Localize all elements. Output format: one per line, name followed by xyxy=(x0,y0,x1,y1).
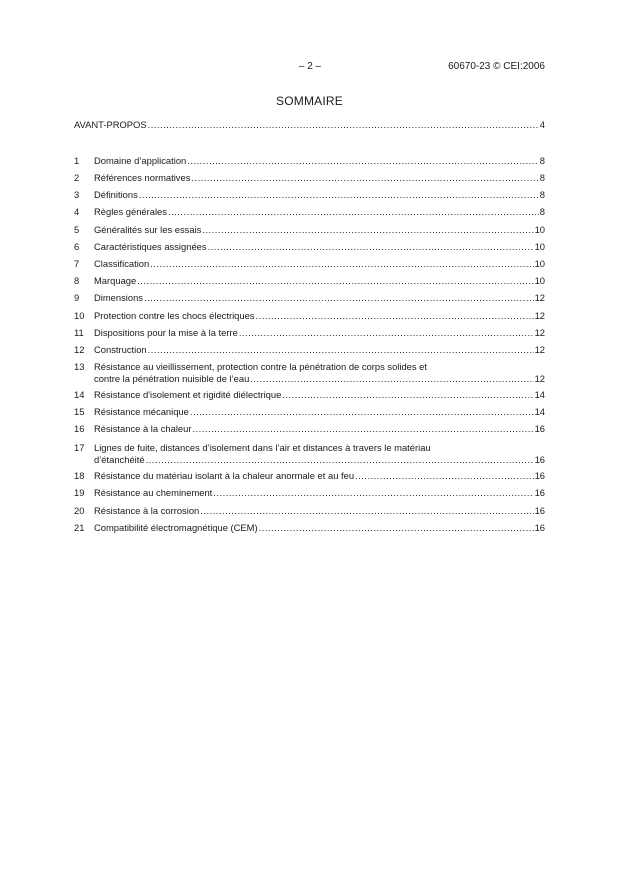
toc-entry-text: Classification xyxy=(94,258,150,269)
toc-entry-number: 19 xyxy=(74,487,85,498)
toc-entry-10[interactable] xyxy=(74,310,545,322)
toc-entry-number: 15 xyxy=(74,406,85,417)
toc-entry-text: Résistance du matériau isolant à la chaleur anormale et au feu xyxy=(94,470,355,481)
toc-entry-text: Compatibilité électromagnétique (CEM) xyxy=(94,522,258,533)
toc-entry-text: Protection contre les chocs électriques xyxy=(94,310,255,321)
toc-entry-page: 8 xyxy=(539,189,545,200)
toc-entry-8[interactable] xyxy=(74,275,545,287)
toc-entry-page: 16 xyxy=(534,505,545,516)
toc-entry-number: 4 xyxy=(74,206,80,217)
toc-entry-page: 14 xyxy=(534,389,545,400)
leader-dots xyxy=(200,505,533,517)
toc-entry-page: 16 xyxy=(534,487,545,498)
leader-dots xyxy=(282,389,533,401)
leader-dots xyxy=(202,224,533,236)
toc-entry-number: 12 xyxy=(74,344,85,355)
toc-entry-number: 2 xyxy=(74,172,80,183)
toc-entry-page: 14 xyxy=(534,406,545,417)
leader-dots xyxy=(150,258,533,270)
toc-entry-text: Résistance à la corrosion xyxy=(94,505,200,516)
toc-entry-13[interactable] xyxy=(74,373,545,385)
toc-entry-foreword[interactable] xyxy=(74,119,545,131)
toc-entry-text: Résistance d'isolement et rigidité diélectrique xyxy=(94,389,282,400)
leader-dots xyxy=(190,406,534,418)
toc-entry-text: contre la pénétration nuisible de l’eau xyxy=(94,373,250,384)
toc-entry-12[interactable] xyxy=(74,344,545,356)
toc-entry-20[interactable] xyxy=(74,505,545,517)
toc-entry-14[interactable] xyxy=(74,389,545,401)
toc-entry-page: 12 xyxy=(534,327,545,338)
toc-entry-18[interactable] xyxy=(74,470,545,482)
page-number: – 2 – xyxy=(298,61,322,72)
toc-entry-text-line1: Lignes de fuite, distances d’isolement dans l’air et distances à travers le matériau xyxy=(94,442,431,453)
toc-entry-text: Dispositions pour la mise à la terre xyxy=(94,327,238,338)
leader-dots xyxy=(239,327,534,339)
toc-entry-page: 8 xyxy=(539,206,545,217)
toc-entry-text: Généralités sur les essais xyxy=(94,224,202,235)
leader-dots xyxy=(137,275,533,287)
toc-entry-11[interactable] xyxy=(74,327,545,339)
toc-entry-page: 12 xyxy=(534,310,545,321)
toc-entry-21[interactable] xyxy=(74,522,545,534)
toc-entry-page: 4 xyxy=(539,119,545,130)
toc-entry-5[interactable] xyxy=(74,224,545,236)
leader-dots xyxy=(148,119,539,131)
toc-entry-3[interactable] xyxy=(74,189,545,201)
toc-entry-text: Construction xyxy=(94,344,147,355)
toc-entry-4[interactable] xyxy=(74,206,545,218)
toc-entry-text: Résistance mécanique xyxy=(94,406,189,417)
leader-dots xyxy=(259,522,534,534)
toc-entry-number: 16 xyxy=(74,423,85,434)
toc-entry-page: 12 xyxy=(534,373,545,384)
toc-entry-text: Références normatives xyxy=(94,172,191,183)
toc-entry-number: 11 xyxy=(74,327,84,338)
toc-entry-text-line1: Résistance au vieillissement, protection contre la pénétration de corps solides et xyxy=(94,361,427,372)
toc-entry-page: 12 xyxy=(534,344,545,355)
toc-entry-7[interactable] xyxy=(74,258,545,270)
leader-dots xyxy=(192,423,533,435)
leader-dots xyxy=(250,373,533,385)
toc-entry-19[interactable] xyxy=(74,487,545,499)
toc-entry-page: 8 xyxy=(539,155,545,166)
toc-entry-9[interactable] xyxy=(74,292,545,304)
toc-entry-number: 21 xyxy=(74,522,85,533)
toc-entry-text: Résistance au cheminement xyxy=(94,487,213,498)
toc-entry-page: 10 xyxy=(534,241,545,252)
toc-entry-1[interactable] xyxy=(74,155,545,167)
toc-entry-number: 20 xyxy=(74,505,85,516)
toc-entry-page: 10 xyxy=(534,224,545,235)
leader-dots xyxy=(355,470,534,482)
toc-entry-text: d’étanchéité xyxy=(94,454,145,465)
toc-entry-number: 13 xyxy=(74,361,85,372)
leader-dots xyxy=(187,155,539,167)
toc-entry-number: 6 xyxy=(74,241,80,252)
toc-entry-text: Marquage xyxy=(94,275,137,286)
toc-entry-page: 10 xyxy=(534,275,545,286)
toc-entry-number: 3 xyxy=(74,189,80,200)
toc-entry-page: 10 xyxy=(534,258,545,269)
toc-entry-number: 7 xyxy=(74,258,80,269)
leader-dots xyxy=(139,189,539,201)
toc-entry-number: 10 xyxy=(74,310,85,321)
leader-dots xyxy=(148,344,534,356)
toc-entry-text: Résistance à la chaleur xyxy=(94,423,192,434)
toc-entry-number: 9 xyxy=(74,292,80,303)
toc-entry-page: 8 xyxy=(539,172,545,183)
toc-entry-6[interactable] xyxy=(74,241,545,253)
toc-entry-text: Dimensions xyxy=(94,292,143,303)
leader-dots xyxy=(256,310,534,322)
toc-entry-number: 17 xyxy=(74,442,85,453)
toc-entry-number: 18 xyxy=(74,470,85,481)
leader-dots xyxy=(208,241,534,253)
leader-dots xyxy=(144,292,534,304)
toc-entry-2[interactable] xyxy=(74,172,545,184)
toc-entry-page: 16 xyxy=(534,470,545,481)
toc-entry-text: Caractéristiques assignées xyxy=(94,241,207,252)
document-reference: 60670-23 © CEI:2006 xyxy=(448,61,545,72)
leader-dots xyxy=(191,172,538,184)
toc-entry-page: 16 xyxy=(534,522,545,533)
toc-entry-number: 14 xyxy=(74,389,85,400)
toc-entry-number: 8 xyxy=(74,275,80,286)
toc-entry-page: 16 xyxy=(534,423,545,434)
toc-entry-number: 5 xyxy=(74,224,80,235)
toc-entry-text: Définitions xyxy=(94,189,138,200)
toc-entry-text: Domaine d’application xyxy=(94,155,187,166)
toc-entry-15[interactable] xyxy=(74,406,545,418)
toc-title: SOMMAIRE xyxy=(276,94,343,108)
toc-entry-number: 1 xyxy=(74,155,80,166)
toc-entry-page: 16 xyxy=(534,454,545,465)
toc-entry-text: Règles générales xyxy=(94,206,167,217)
leader-dots xyxy=(213,487,533,499)
toc-entry-17[interactable] xyxy=(74,454,545,466)
toc-entry-page: 12 xyxy=(534,292,545,303)
leader-dots xyxy=(168,206,539,218)
toc-entry-16[interactable] xyxy=(74,423,545,435)
toc-entry-text: AVANT-PROPOS xyxy=(74,119,147,130)
leader-dots xyxy=(146,454,534,466)
